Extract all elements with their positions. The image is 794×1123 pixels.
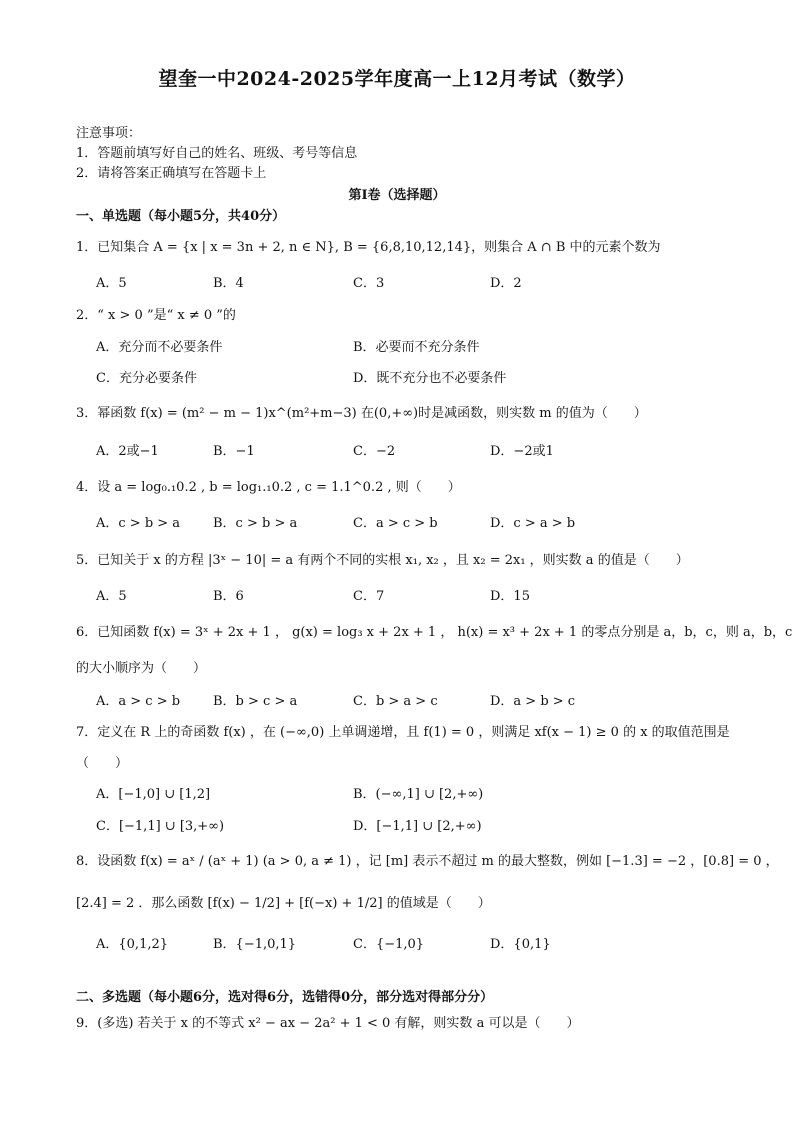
question-stem: 9．(多选) 若关于 x 的不等式 x² − ax − 2a² + 1 < 0 有解，则实数 a 可以是（ ） — [76, 1016, 580, 1031]
option: D．既不充分也不必要条件 — [353, 371, 507, 386]
option: D．15 — [490, 589, 530, 604]
question-stem: 8．设函数 f(x) = aˣ / (aˣ + 1) (a > 0, a ≠ 1) ，记 [m] 表示不超过 m 的最大整数，例如 [−1.3] = −2 ，[0.8] = 0 ， — [76, 854, 779, 869]
option: C．{−1,0} — [353, 937, 425, 952]
question-stem: 5．已知关于 x 的方程 |3ˣ − 10| = a 有两个不同的实根 x₁, x₂ ，且 x₂ = 2x₁ ，则实数 a 的值是（ ） — [76, 553, 689, 568]
option: A．2或−1 — [96, 444, 159, 459]
option: D．−2或1 — [490, 444, 554, 459]
option: B．6 — [213, 589, 244, 604]
option: B．−1 — [213, 444, 255, 459]
option: A．充分而不必要条件 — [96, 340, 223, 355]
section-heading: 二、多选题（每小题6分，选对得6分，选错得0分，部分选对得部分分） — [76, 990, 494, 1005]
notes-heading: 注意事项： — [76, 126, 142, 141]
option: A．c > b > a — [96, 516, 181, 531]
note-item: 1．答题前填写好自己的姓名、班级、考号等信息 — [76, 146, 358, 161]
option: A．5 — [96, 276, 127, 291]
option: C．[−1,1] ∪ [3,+∞) — [96, 819, 225, 834]
question-stem-cont: 的大小顺序为（ ） — [76, 661, 207, 676]
option: C．充分必要条件 — [96, 371, 197, 386]
option: A．a > c > b — [96, 694, 181, 709]
option: B．b > c > a — [213, 694, 298, 709]
question-stem: 1．已知集合 A = {x | x = 3n + 2, n ∈ N}, B = {6,8,10,12,14}，则集合 A ∩ B 中的元素个数为 — [76, 240, 661, 255]
option: D．[−1,1] ∪ [2,+∞) — [353, 819, 482, 834]
part-title: 第Ⅰ卷（选择题） — [348, 188, 446, 203]
option: D．c > a > b — [490, 516, 576, 531]
option: A．[−1,0] ∪ [1,2] — [96, 787, 211, 802]
option: C．7 — [353, 589, 385, 604]
option: C．−2 — [353, 444, 396, 459]
question-stem: 6．已知函数 f(x) = 3ˣ + 2x + 1 ， g(x) = log₃ x + 2x + 1 ， h(x) = x³ + 2x + 1 的零点分别是 a，b，c，则 a，b，c — [76, 625, 793, 640]
option: B．c > b > a — [213, 516, 298, 531]
option: C．a > c > b — [353, 516, 438, 531]
question-stem-cont: （ ） — [76, 756, 129, 771]
question-stem: 3．幂函数 f(x) = (m² − m − 1)x^(m²+m−3) 在(0,+∞)时是减函数，则实数 m 的值为（ ） — [76, 406, 647, 421]
option: B．{−1,0,1} — [213, 937, 297, 952]
note-item: 2．请将答案正确填写在答题卡上 — [76, 166, 267, 181]
option: D．{0,1} — [490, 937, 551, 952]
question-stem: 4．设 a = log₀.₁0.2 , b = log₁.₁0.2 , c = 1.1^0.2 , 则（ ） — [76, 480, 461, 495]
option: B．(−∞,1] ∪ [2,+∞) — [353, 787, 484, 802]
option: A．5 — [96, 589, 127, 604]
option: C．b > a > c — [353, 694, 438, 709]
page-title: 望奎一中2024-2025学年度高一上12月考试（数学） — [158, 68, 636, 90]
option: D．a > b > c — [490, 694, 576, 709]
question-stem-cont: [2.4] = 2 ．那么函数 [f(x) − 1/2] + [f(−x) + 1/2] 的值域是（ ） — [76, 896, 491, 911]
option: C．3 — [353, 276, 385, 291]
option: B．必要而不充分条件 — [353, 340, 480, 355]
section-heading: 一、单选题（每小题5分，共40分） — [76, 209, 286, 224]
option: B．4 — [213, 276, 244, 291]
option: D．2 — [490, 276, 522, 291]
option: A．{0,1,2} — [96, 937, 169, 952]
question-stem: 2．“ x > 0 ”是“ x ≠ 0 ”的 — [76, 308, 236, 323]
question-stem: 7．定义在 R 上的奇函数 f(x) ，在 (−∞,0) 上单调递增，且 f(1) = 0 ，则满足 xf(x − 1) ≥ 0 的 x 的取值范围是 — [76, 725, 730, 740]
